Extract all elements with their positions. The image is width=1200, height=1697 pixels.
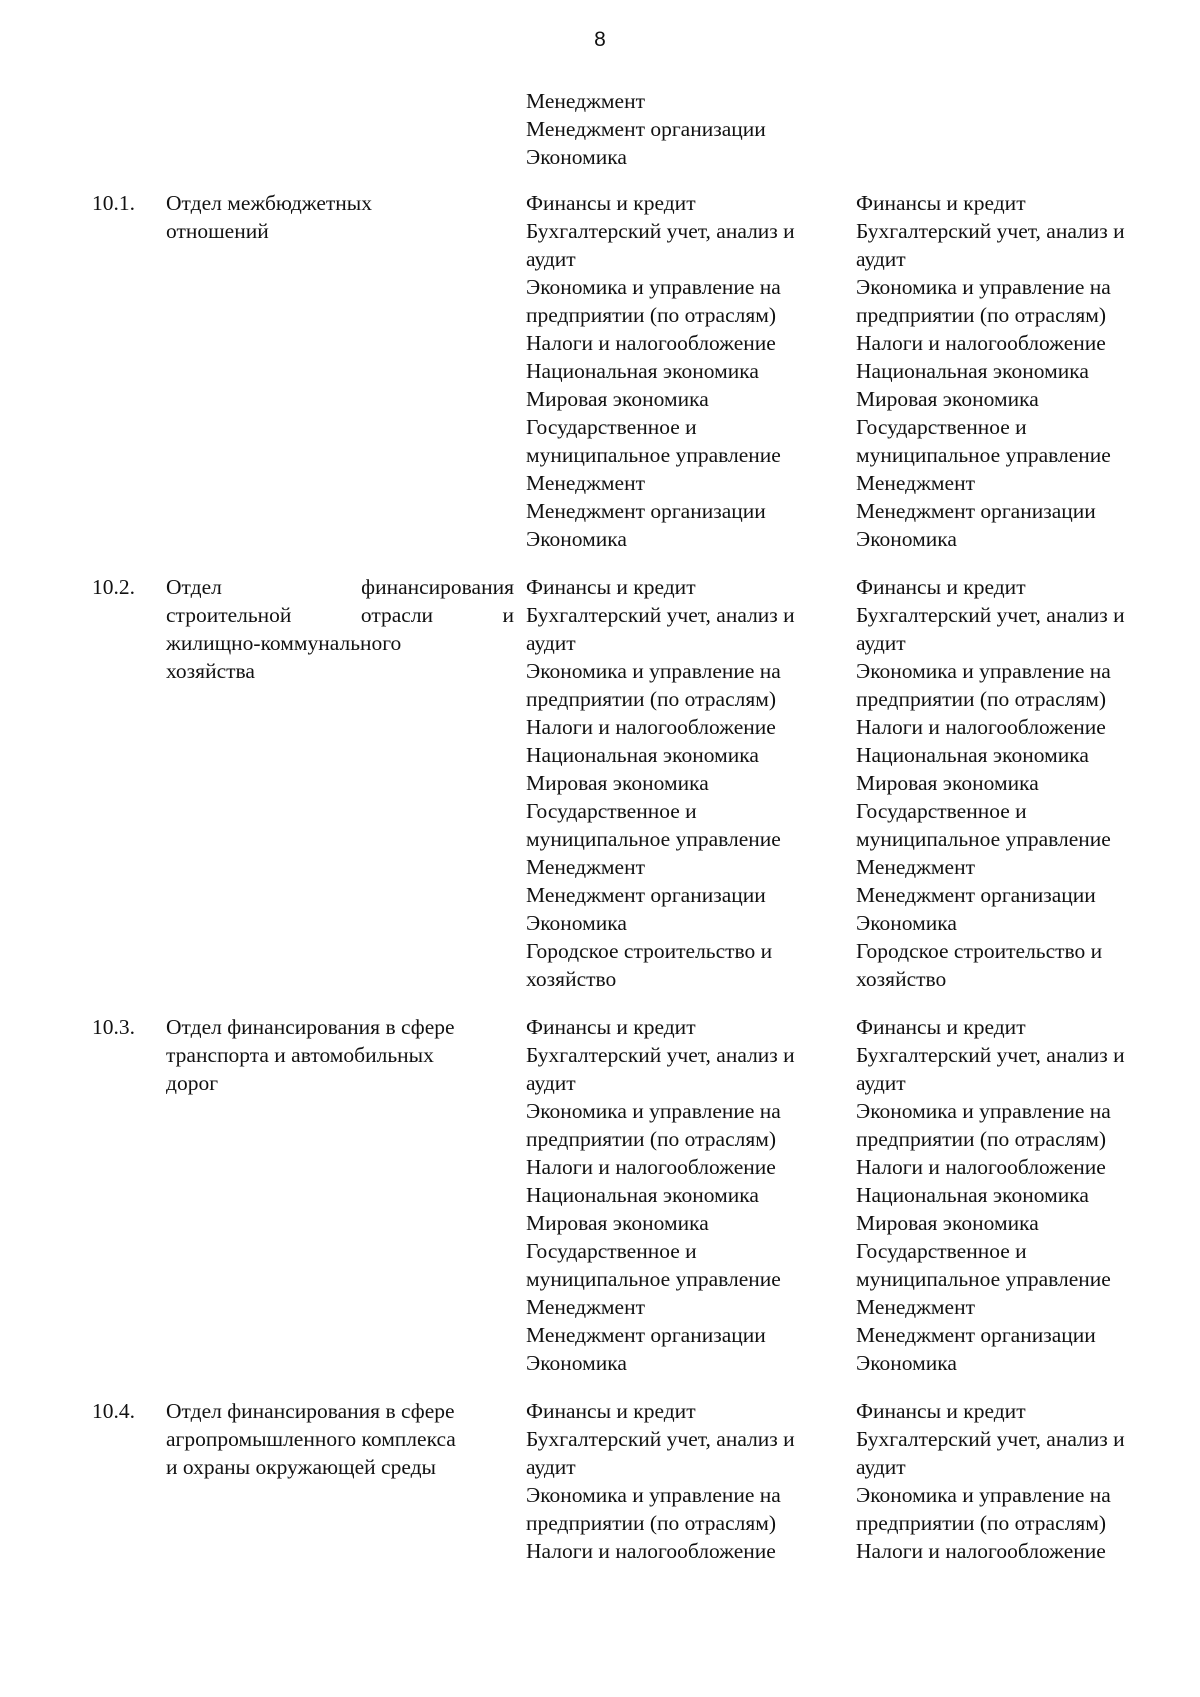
specialty-item: Экономика и управление на	[526, 659, 781, 683]
specialty-item: Финансы и кредит	[526, 575, 696, 599]
specialty-item: хозяйство	[856, 967, 947, 991]
specialty-item: Мировая экономика	[856, 1211, 1039, 1235]
specialty-item: Мировая экономика	[856, 387, 1039, 411]
specialty-item: Государственное и	[856, 415, 1027, 439]
department-name-line: хозяйства	[166, 659, 255, 683]
specialty-item: Мировая экономика	[526, 771, 709, 795]
specialty-item: Финансы и кредит	[526, 191, 696, 215]
specialty-item: аудит	[526, 1455, 576, 1479]
specialty-item: муниципальное управление	[856, 1267, 1111, 1291]
specialty-item: Экономика	[526, 1351, 627, 1375]
specialty-item: Бухгалтерский учет, анализ и	[526, 603, 795, 627]
specialty-item: аудит	[526, 1071, 576, 1095]
specialty-item: аудит	[856, 631, 906, 655]
department-name	[166, 573, 514, 685]
specialty-item: Менеджмент организации	[526, 499, 766, 523]
table-row	[0, 573, 1200, 993]
row-number: 10.2.	[92, 575, 135, 599]
specialty-item: Менеджмент	[526, 471, 645, 495]
qualification-table	[0, 87, 1200, 1565]
row-number: 10.3.	[92, 1015, 135, 1039]
specialty-item: предприятии (по отраслям)	[526, 687, 777, 711]
specialty-item: Налоги и налогообложение	[526, 1539, 776, 1563]
specialty-item: аудит	[856, 247, 906, 271]
department-name	[166, 189, 514, 245]
department-name-line: Отдел межбюджетных	[166, 191, 373, 215]
specialty-item: Экономика и управление на	[526, 1483, 781, 1507]
specialty-item: Государственное и	[856, 799, 1027, 823]
specialty-item: Национальная экономика	[526, 743, 759, 767]
specialty-item: Экономика	[526, 527, 627, 551]
specialty-item: Городское строительство и	[856, 939, 1103, 963]
specialty-item: Национальная экономика	[526, 1183, 759, 1207]
department-name-line: транспорта и автомобильных	[166, 1043, 434, 1067]
specialty-item: Бухгалтерский учет, анализ и	[856, 1427, 1125, 1451]
specialty-item: Налоги и налогообложение	[526, 1155, 776, 1179]
department-name-line: и охраны окружающей среды	[166, 1455, 436, 1479]
specialty-item: предприятии (по отраслям)	[526, 1511, 777, 1535]
specialty-item: Экономика и управление на	[526, 1099, 781, 1123]
department-name	[166, 1397, 514, 1481]
specialty-list-column-1	[526, 1397, 851, 1565]
specialty-item: Национальная экономика	[526, 359, 759, 383]
specialty-item: аудит	[526, 247, 576, 271]
department-name-line: жилищно-коммунального	[166, 631, 402, 655]
page-number: 8	[594, 28, 606, 51]
specialty-item: Государственное и	[526, 415, 697, 439]
specialty-item: Государственное и	[856, 1239, 1027, 1263]
specialty-item: Налоги и налогообложение	[856, 1155, 1106, 1179]
specialty-item: предприятии (по отраслям)	[856, 687, 1107, 711]
specialty-item: Менеджмент организации	[526, 117, 766, 141]
specialty-item: предприятии (по отраслям)	[856, 1511, 1107, 1535]
specialty-item: муниципальное управление	[856, 443, 1111, 467]
specialty-item: Финансы и кредит	[526, 1399, 696, 1423]
row-number: 10.4.	[92, 1399, 135, 1423]
specialty-item: Экономика и управление на	[856, 1483, 1111, 1507]
specialty-item: Финансы и кредит	[856, 575, 1026, 599]
specialty-list-column-2	[856, 1013, 1176, 1377]
specialty-item: Национальная экономика	[856, 743, 1089, 767]
table-row	[0, 189, 1200, 553]
specialty-item: Менеджмент	[856, 1295, 975, 1319]
specialty-item: Менеджмент	[526, 1295, 645, 1319]
department-name-line: отношений	[166, 219, 269, 243]
specialty-item: Бухгалтерский учет, анализ и	[856, 219, 1125, 243]
specialty-item: Бухгалтерский учет, анализ и	[856, 1043, 1125, 1067]
specialty-item: Экономика	[526, 145, 627, 169]
specialty-item: Финансы и кредит	[856, 1015, 1026, 1039]
specialty-item: хозяйство	[526, 967, 617, 991]
department-name	[166, 1013, 514, 1097]
department-name-line: Отдел финансирования в сфере	[166, 1015, 455, 1039]
specialty-item: аудит	[856, 1455, 906, 1479]
specialty-item: Экономика	[856, 1351, 957, 1375]
specialty-item: муниципальное управление	[526, 827, 781, 851]
specialty-item: Мировая экономика	[526, 1211, 709, 1235]
specialty-item: Налоги и налогообложение	[526, 331, 776, 355]
specialty-item: Бухгалтерский учет, анализ и	[526, 1427, 795, 1451]
specialty-item: Менеджмент	[526, 89, 645, 113]
specialty-item: Экономика и управление на	[526, 275, 781, 299]
specialty-item: Менеджмент организации	[526, 883, 766, 907]
specialty-item: предприятии (по отраслям)	[856, 1127, 1107, 1151]
specialty-item: Менеджмент организации	[856, 883, 1096, 907]
specialty-item: Государственное и	[526, 1239, 697, 1263]
specialty-item: муниципальное управление	[856, 827, 1111, 851]
specialty-item: Экономика и управление на	[856, 659, 1111, 683]
specialty-item: Финансы и кредит	[856, 191, 1026, 215]
specialty-item: Бухгалтерский учет, анализ и	[856, 603, 1125, 627]
department-name-line: Отдел финансирования в сфере	[166, 1399, 455, 1423]
table-row	[0, 1397, 1200, 1565]
specialty-item: Налоги и налогообложение	[856, 715, 1106, 739]
specialty-list-column-1	[526, 573, 851, 993]
department-name-line: Отдел финансирования	[166, 575, 514, 599]
specialty-item: предприятии (по отраслям)	[856, 303, 1107, 327]
specialty-item: Менеджмент организации	[856, 1323, 1096, 1347]
specialty-item: Бухгалтерский учет, анализ и	[526, 1043, 795, 1067]
specialty-item: аудит	[856, 1071, 906, 1095]
specialty-item: Экономика и управление на	[856, 275, 1111, 299]
specialty-item: Менеджмент	[856, 855, 975, 879]
specialty-list-column-1	[526, 87, 851, 171]
specialty-item: Налоги и налогообложение	[856, 331, 1106, 355]
table-row-continuation	[0, 87, 1200, 171]
specialty-item: Городское строительство и	[526, 939, 773, 963]
specialty-item: Экономика	[856, 527, 957, 551]
specialty-item: Бухгалтерский учет, анализ и	[526, 219, 795, 243]
specialty-item: Мировая экономика	[526, 387, 709, 411]
specialty-item: Финансы и кредит	[526, 1015, 696, 1039]
specialty-item: Мировая экономика	[856, 771, 1039, 795]
specialty-list-column-2	[856, 1397, 1176, 1565]
specialty-list-column-2	[856, 189, 1176, 553]
specialty-item: муниципальное управление	[526, 1267, 781, 1291]
specialty-item: Экономика	[526, 911, 627, 935]
table-row	[0, 1013, 1200, 1377]
row-number: 10.1.	[92, 191, 135, 215]
specialty-item: Национальная экономика	[856, 359, 1089, 383]
specialty-item: Налоги и налогообложение	[526, 715, 776, 739]
specialty-item: аудит	[526, 631, 576, 655]
specialty-item: Менеджмент организации	[526, 1323, 766, 1347]
specialty-item: Менеджмент организации	[856, 499, 1096, 523]
specialty-item: Менеджмент	[526, 855, 645, 879]
specialty-list-column-2	[856, 573, 1176, 993]
specialty-item: Экономика и управление на	[856, 1099, 1111, 1123]
specialty-item: Экономика	[856, 911, 957, 935]
specialty-item: предприятии (по отраслям)	[526, 303, 777, 327]
specialty-item: муниципальное управление	[526, 443, 781, 467]
specialty-list-column-1	[526, 1013, 851, 1377]
specialty-item: Национальная экономика	[856, 1183, 1089, 1207]
department-name-line: агропромышленного комплекса	[166, 1427, 456, 1451]
specialty-item: предприятии (по отраслям)	[526, 1127, 777, 1151]
department-name-line: строительной отрасли и	[166, 603, 514, 627]
specialty-item: Финансы и кредит	[856, 1399, 1026, 1423]
specialty-item: Налоги и налогообложение	[856, 1539, 1106, 1563]
specialty-list-column-1	[526, 189, 851, 553]
specialty-item: Менеджмент	[856, 471, 975, 495]
department-name-line: дорог	[166, 1071, 219, 1095]
specialty-item: Государственное и	[526, 799, 697, 823]
